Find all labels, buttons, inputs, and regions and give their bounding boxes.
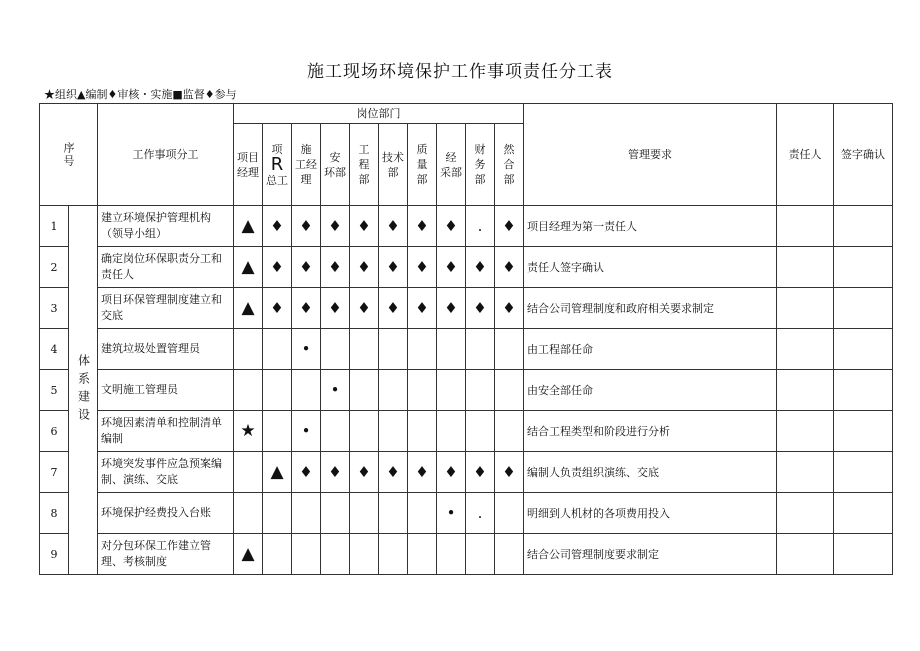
- role-mark: ♦: [437, 206, 466, 247]
- row-task: 项目环保管理制度建立和交底: [98, 288, 234, 329]
- row-requirement: 由安全部任命: [524, 370, 777, 411]
- row-requirement: 责任人签字确认: [524, 247, 777, 288]
- header-dept-9: [466, 124, 495, 206]
- role-mark: .: [466, 493, 495, 534]
- row-sign-cell[interactable]: [834, 452, 893, 493]
- row-seq: 9: [40, 534, 69, 575]
- dept-line1: 项: [271, 142, 283, 156]
- role-mark: [321, 329, 350, 370]
- role-mark: [263, 534, 292, 575]
- role-mark: ♦: [379, 247, 408, 288]
- role-mark: [408, 534, 437, 575]
- table-row: [40, 288, 893, 329]
- dept-line1: 经: [445, 150, 457, 164]
- header-seq: [40, 104, 98, 206]
- role-mark: [234, 493, 263, 534]
- dept-line2: 部: [387, 165, 399, 179]
- row-responsible-cell[interactable]: [777, 370, 834, 411]
- role-mark: [350, 493, 379, 534]
- row-requirement: 明细到人机材的各项费用投入: [524, 493, 777, 534]
- dept-line2: 务: [474, 158, 486, 171]
- row-seq: 2: [40, 247, 69, 288]
- role-mark: [234, 329, 263, 370]
- role-mark: ♦: [263, 247, 292, 288]
- role-mark: ♦: [263, 206, 292, 247]
- role-mark: [408, 411, 437, 452]
- role-mark: ♦: [350, 452, 379, 493]
- row-sign-cell[interactable]: [834, 329, 893, 370]
- row-requirement: 编制人负责组织演练、交底: [524, 452, 777, 493]
- role-mark: [437, 411, 466, 452]
- header-dept-10: [495, 124, 524, 206]
- role-mark: [321, 493, 350, 534]
- category-label: 体系建设: [76, 354, 91, 426]
- role-mark: [263, 493, 292, 534]
- row-responsible-cell[interactable]: [777, 329, 834, 370]
- role-mark: [350, 411, 379, 452]
- role-mark: ▲: [234, 288, 263, 329]
- role-mark: [379, 534, 408, 575]
- role-mark: ♦: [292, 247, 321, 288]
- role-mark: ♦: [379, 206, 408, 247]
- header-dept-6: [379, 124, 408, 206]
- table-row: [40, 370, 893, 411]
- header-dept-5: [350, 124, 379, 206]
- row-seq: 3: [40, 288, 69, 329]
- header-requirement: 管理要求: [524, 104, 777, 206]
- role-mark: [495, 534, 524, 575]
- role-mark: ▲: [234, 534, 263, 575]
- row-sign-cell[interactable]: [834, 288, 893, 329]
- header-dept-4: [321, 124, 350, 206]
- table-row: [40, 206, 893, 247]
- role-mark: •: [321, 370, 350, 411]
- role-mark: [466, 370, 495, 411]
- row-seq: 8: [40, 493, 69, 534]
- row-responsible-cell[interactable]: [777, 452, 834, 493]
- role-mark: ♦: [466, 288, 495, 329]
- role-mark: ▲: [263, 452, 292, 493]
- role-mark: ♦: [495, 288, 524, 329]
- row-seq: 6: [40, 411, 69, 452]
- row-responsible-cell[interactable]: [777, 411, 834, 452]
- role-mark: ★: [234, 411, 263, 452]
- header-dept-8: [437, 124, 466, 206]
- header-dept-3: [292, 124, 321, 206]
- role-mark: [408, 493, 437, 534]
- row-seq: 7: [40, 452, 69, 493]
- role-mark: [292, 370, 321, 411]
- dept-line1: 安: [329, 150, 341, 164]
- dept-line2: 程: [358, 158, 370, 171]
- row-responsible-cell[interactable]: [777, 206, 834, 247]
- role-mark: ♦: [321, 206, 350, 247]
- row-task: 确定岗位环保职责分工和责任人: [98, 247, 234, 288]
- role-mark: [437, 534, 466, 575]
- role-mark: ♦: [292, 206, 321, 247]
- role-mark: ♦: [466, 452, 495, 493]
- role-mark: ♦: [292, 452, 321, 493]
- role-mark: [263, 370, 292, 411]
- table-row: [40, 247, 893, 288]
- role-mark: [234, 370, 263, 411]
- role-mark: ▲: [234, 206, 263, 247]
- role-mark: ♦: [263, 288, 292, 329]
- role-mark: [379, 370, 408, 411]
- role-mark: [263, 329, 292, 370]
- role-mark: ♦: [321, 288, 350, 329]
- role-mark: [437, 329, 466, 370]
- dept-glyph: R: [270, 153, 284, 175]
- role-mark: ▲: [234, 247, 263, 288]
- role-mark: ♦: [321, 247, 350, 288]
- row-requirement: 结合工程类型和阶段进行分析: [524, 411, 777, 452]
- role-mark: ♦: [495, 452, 524, 493]
- dept-line1: 施: [300, 143, 312, 156]
- role-mark: .: [466, 206, 495, 247]
- row-task: 环境保护经费投入台账: [98, 493, 234, 534]
- dept-line3: 部: [358, 173, 370, 186]
- role-mark: ♦: [350, 288, 379, 329]
- role-mark: [350, 370, 379, 411]
- role-mark: [234, 452, 263, 493]
- role-mark: [321, 411, 350, 452]
- dept-line2: 合: [503, 158, 515, 171]
- role-mark: [466, 411, 495, 452]
- role-mark: ♦: [292, 288, 321, 329]
- dept-line1: 项目: [237, 150, 259, 164]
- role-mark: ♦: [466, 247, 495, 288]
- row-responsible-cell[interactable]: [777, 493, 834, 534]
- dept-line3: 部: [474, 173, 486, 186]
- dept-line1: 工: [358, 143, 370, 156]
- table-row: [40, 493, 893, 534]
- role-mark: ♦: [437, 452, 466, 493]
- role-mark: [379, 493, 408, 534]
- dept-line2: 环部: [324, 165, 346, 179]
- row-sign-cell[interactable]: [834, 206, 893, 247]
- header-task: 工作事项分工: [98, 104, 234, 206]
- row-requirement: 由工程部任命: [524, 329, 777, 370]
- row-task: 对分包环保工作建立管理、考核制度: [98, 534, 234, 575]
- dept-line2: 经理: [237, 165, 259, 179]
- header-dept-group: 岗位部门: [234, 104, 524, 124]
- role-mark: [495, 493, 524, 534]
- header-seq-label: 序号: [62, 141, 75, 168]
- dept-line1: 财: [474, 143, 486, 156]
- role-mark: [495, 370, 524, 411]
- role-mark: •: [292, 411, 321, 452]
- role-mark: ♦: [350, 247, 379, 288]
- role-mark: ♦: [379, 288, 408, 329]
- row-task: 建立环境保护管理机构（领导小组）: [98, 206, 234, 247]
- role-mark: [408, 329, 437, 370]
- role-mark: [292, 493, 321, 534]
- row-requirement: 结合公司管理制度和政府相关要求制定: [524, 288, 777, 329]
- header-dept-7: [408, 124, 437, 206]
- role-mark: ♦: [408, 452, 437, 493]
- header-dept-1: [234, 124, 263, 206]
- header-responsible: 责任人: [777, 104, 834, 206]
- category-cell: [69, 206, 98, 575]
- role-mark: •: [292, 329, 321, 370]
- role-mark: •: [437, 493, 466, 534]
- dept-line1: 然: [503, 143, 515, 156]
- row-seq: 5: [40, 370, 69, 411]
- dept-line3: 理: [300, 173, 312, 186]
- dept-line2: 总工: [266, 173, 288, 187]
- table-row: [40, 411, 893, 452]
- row-task: 环境因素清单和控制清单编制: [98, 411, 234, 452]
- row-sign-cell[interactable]: [834, 493, 893, 534]
- role-mark: [495, 329, 524, 370]
- role-mark: [379, 411, 408, 452]
- role-mark: [263, 411, 292, 452]
- role-mark: ♦: [437, 288, 466, 329]
- row-task: 建筑垃圾处置管理员: [98, 329, 234, 370]
- row-requirement: 项目经理为第一责任人: [524, 206, 777, 247]
- dept-line2: 采部: [440, 165, 462, 179]
- table-row: [40, 534, 893, 575]
- legend: ★组织▲编制♦审核・实施■监督♦参与: [44, 88, 237, 101]
- dept-line3: 部: [503, 173, 515, 186]
- row-sign-cell[interactable]: [834, 370, 893, 411]
- role-mark: ♦: [350, 206, 379, 247]
- role-mark: [408, 370, 437, 411]
- row-seq: 1: [40, 206, 69, 247]
- row-sign-cell[interactable]: [834, 534, 893, 575]
- role-mark: ♦: [408, 206, 437, 247]
- role-mark: ♦: [437, 247, 466, 288]
- role-mark: ♦: [495, 206, 524, 247]
- role-mark: ♦: [408, 247, 437, 288]
- role-mark: [379, 329, 408, 370]
- responsibility-table: [39, 103, 893, 575]
- role-mark: ♦: [321, 452, 350, 493]
- role-mark: [292, 534, 321, 575]
- role-mark: [350, 329, 379, 370]
- row-seq: 4: [40, 329, 69, 370]
- row-responsible-cell[interactable]: [777, 247, 834, 288]
- header-sign: 签字确认: [834, 104, 893, 206]
- row-task: 环境突发事件应急预案编制、演练、交底: [98, 452, 234, 493]
- role-mark: ♦: [408, 288, 437, 329]
- dept-line1: 技术: [382, 150, 404, 164]
- role-mark: [350, 534, 379, 575]
- table-row: [40, 329, 893, 370]
- page-title: 施工现场环境保护工作事项责任分工表: [307, 62, 613, 82]
- row-sign-cell[interactable]: [834, 411, 893, 452]
- dept-line2: 量: [416, 158, 428, 171]
- header-dept-2: [263, 124, 292, 206]
- role-mark: [466, 534, 495, 575]
- role-mark: [437, 370, 466, 411]
- dept-line1: 质: [416, 143, 428, 156]
- table-row: [40, 452, 893, 493]
- role-mark: ♦: [379, 452, 408, 493]
- dept-line3: 部: [416, 173, 428, 186]
- role-mark: [495, 411, 524, 452]
- row-sign-cell[interactable]: [834, 247, 893, 288]
- role-mark: [466, 329, 495, 370]
- role-mark: [321, 534, 350, 575]
- role-mark: ♦: [495, 247, 524, 288]
- row-task: 文明施工管理员: [98, 370, 234, 411]
- dept-line2: 工经: [295, 158, 317, 171]
- row-requirement: 结合公司管理制度要求制定: [524, 534, 777, 575]
- row-responsible-cell[interactable]: [777, 534, 834, 575]
- row-responsible-cell[interactable]: [777, 288, 834, 329]
